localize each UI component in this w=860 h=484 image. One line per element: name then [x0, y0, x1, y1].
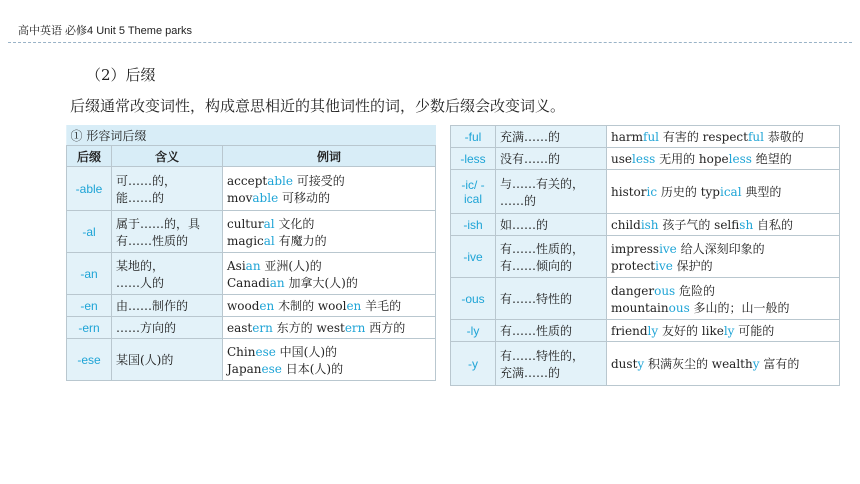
example-text: child	[611, 218, 641, 232]
suffix-highlight: ern	[252, 321, 273, 335]
examples-cell	[223, 211, 436, 253]
table-row	[451, 170, 840, 214]
meaning-cell	[112, 211, 223, 253]
suffix-highlight: ese	[261, 361, 282, 376]
meaning-cell	[496, 278, 607, 320]
table-row	[67, 211, 436, 253]
examples-cell	[607, 126, 840, 148]
adjective-suffix-table-right	[450, 125, 840, 386]
examples-cell	[223, 253, 436, 295]
suffix-highlight: ous	[668, 300, 690, 315]
suffix-cell: -al	[67, 211, 112, 253]
suffix-highlight: ous	[654, 283, 676, 298]
example-text: 有魔力的	[274, 233, 327, 248]
table-row	[451, 320, 840, 342]
suffix-cell: -ese	[67, 339, 112, 381]
meaning-line: 没有……的	[500, 152, 561, 166]
example-line	[611, 183, 835, 200]
example-text: histor	[611, 185, 647, 199]
header-examples: 例词	[223, 146, 436, 167]
meaning-line: 有……特性的，	[500, 348, 585, 363]
suffix-cell: -able	[67, 167, 112, 211]
example-text: 保护的	[672, 258, 713, 273]
suffix-cell: -less	[451, 148, 496, 170]
meaning-line: ……的	[500, 193, 537, 208]
page-header: 高中英语 必修4 Unit 5 Theme parks	[18, 25, 193, 37]
example-text: 加拿大(人)的	[284, 275, 358, 290]
suffix-highlight: ish	[739, 218, 754, 232]
example-line	[227, 360, 431, 377]
example-text: 可能的	[734, 324, 775, 338]
suffix-cell: -an	[67, 253, 112, 295]
example-text: 西方的	[365, 321, 406, 335]
example-line	[227, 215, 431, 232]
example-text: 有害的 respect	[659, 130, 748, 144]
example-text: Chin	[227, 344, 256, 359]
suffix-cell: -ly	[451, 320, 496, 342]
suffix-highlight: ly	[647, 324, 659, 338]
example-text: 亚洲(人)的	[260, 258, 322, 273]
meaning-line: 能……的	[116, 190, 165, 205]
meaning-cell	[496, 170, 607, 214]
examples-cell	[607, 170, 840, 214]
example-text: 木制的 wool	[274, 299, 347, 313]
example-text: danger	[611, 283, 655, 298]
example-text: east	[227, 321, 253, 335]
example-text: 恭敬的	[763, 130, 804, 144]
meaning-cell	[112, 317, 223, 339]
examples-cell	[223, 295, 436, 317]
examples-cell	[607, 320, 840, 342]
table-row	[451, 214, 840, 236]
example-text: Canadi	[227, 275, 270, 290]
examples-cell	[607, 236, 840, 278]
meaning-line: 有……性质的，	[500, 241, 585, 256]
meaning-line: 由……制作的	[116, 299, 189, 313]
table-row	[451, 148, 840, 170]
suffix-highlight: en	[259, 299, 275, 313]
example-text: 典型的	[741, 185, 782, 199]
suffix-cell: -ern	[67, 317, 112, 339]
example-text: protect	[611, 258, 656, 273]
suffix-highlight: less	[728, 152, 752, 166]
examples-cell	[607, 148, 840, 170]
example-text: impress	[611, 241, 660, 256]
meaning-cell	[496, 320, 607, 342]
suffix-cell: -ic/ -ical	[451, 170, 496, 214]
suffix-highlight: ish	[640, 218, 659, 232]
suffix-cell: -ive	[451, 236, 496, 278]
example-text: Japan	[227, 361, 262, 376]
example-text: 无用的 hope	[655, 152, 729, 166]
suffix-highlight: al	[263, 233, 275, 248]
example-line	[227, 319, 431, 336]
table-row	[67, 167, 436, 211]
suffix-highlight: ive	[655, 258, 673, 273]
meaning-line: 充满……的	[500, 130, 561, 144]
suffix-highlight: ic	[646, 185, 658, 199]
suffix-cell: -ful	[451, 126, 496, 148]
examples-cell	[607, 342, 840, 386]
meaning-cell	[112, 167, 223, 211]
examples-cell	[223, 167, 436, 211]
meaning-line: 如……的	[500, 218, 549, 232]
example-text: 中国(人)的	[275, 344, 338, 359]
meaning-cell	[496, 126, 607, 148]
suffix-highlight: ful	[643, 130, 660, 144]
suffix-highlight: en	[346, 299, 362, 313]
example-line	[227, 274, 431, 291]
suffix-cell: -en	[67, 295, 112, 317]
example-text: cultur	[227, 216, 264, 231]
example-line	[227, 232, 431, 249]
table-row	[67, 317, 436, 339]
example-text: mov	[227, 190, 253, 205]
table-row	[451, 342, 840, 386]
example-line	[611, 128, 835, 145]
suffix-cell: -y	[451, 342, 496, 386]
example-line	[611, 240, 835, 257]
intro-text: 后缀通常改变词性，构成意思相近的其他词性的词，少数后缀会改变词义。	[70, 97, 566, 115]
example-text: 多山的；山一般的	[689, 300, 790, 315]
example-text: 日本(人)的	[281, 361, 344, 376]
example-text: friend	[611, 324, 648, 338]
header-suffix: 后缀	[67, 146, 112, 167]
example-text: magic	[227, 233, 264, 248]
examples-cell	[607, 214, 840, 236]
example-text: 绝望的	[751, 152, 792, 166]
example-line	[611, 299, 835, 316]
example-line	[611, 216, 835, 233]
example-line	[611, 355, 835, 372]
meaning-line: ……方向的	[116, 321, 177, 335]
suffix-cell: -ish	[451, 214, 496, 236]
meaning-line: ……人的	[116, 275, 165, 290]
example-text: 富有的	[759, 357, 800, 371]
meaning-line: 可……的，	[116, 173, 177, 188]
example-text: Asi	[227, 258, 246, 273]
suffix-highlight: able	[252, 190, 279, 205]
suffix-highlight: al	[263, 216, 275, 231]
example-line	[227, 172, 431, 189]
suffix-highlight: an	[245, 258, 261, 273]
meaning-line: 充满……的	[500, 365, 561, 380]
adjective-suffix-table-left	[66, 125, 436, 381]
example-line	[611, 150, 835, 167]
suffix-highlight: ese	[255, 344, 276, 359]
example-line	[227, 297, 431, 314]
example-line	[227, 343, 431, 360]
meaning-cell	[112, 253, 223, 295]
suffix-cell: -ous	[451, 278, 496, 320]
suffix-highlight: ical	[720, 185, 742, 199]
meaning-cell	[496, 148, 607, 170]
examples-cell	[223, 317, 436, 339]
meaning-line: 某国(人)的	[116, 353, 174, 367]
example-line	[227, 189, 431, 206]
example-text: 可接受的	[292, 173, 345, 188]
example-line	[227, 257, 431, 274]
table-caption: ① 形容词后缀	[67, 125, 436, 146]
meaning-line: 与……有关的，	[500, 176, 585, 191]
table-row	[451, 278, 840, 320]
meaning-line: 有……倾向的	[500, 258, 573, 273]
suffix-highlight: ive	[659, 241, 677, 256]
example-text: mountain	[611, 300, 669, 315]
example-text: 历史的 typ	[657, 185, 720, 199]
example-text: 可移动的	[278, 190, 330, 205]
suffix-highlight: ly	[723, 324, 735, 338]
suffix-highlight: ern	[344, 321, 366, 335]
table-row	[451, 126, 840, 148]
meaning-cell	[112, 295, 223, 317]
example-text: wood	[227, 299, 260, 313]
header-meaning: 含义	[112, 146, 223, 167]
table-row	[67, 339, 436, 381]
table-row	[67, 295, 436, 317]
example-line	[611, 322, 835, 339]
suffix-highlight: less	[632, 152, 656, 166]
example-text: dust	[611, 357, 638, 371]
meaning-line: 属于……的，具	[116, 216, 201, 231]
example-text: harm	[611, 130, 643, 144]
examples-cell	[223, 339, 436, 381]
meaning-cell	[496, 236, 607, 278]
meaning-line: 某地的，	[116, 258, 165, 273]
table-row	[451, 236, 840, 278]
example-text: 友好的 like	[658, 324, 724, 338]
section-title: （2）后缀	[86, 66, 156, 84]
suffix-highlight: able	[267, 173, 293, 188]
example-line	[611, 282, 835, 299]
suffix-highlight: y	[637, 357, 645, 371]
suffix-highlight: an	[269, 275, 285, 290]
table-row	[67, 253, 436, 295]
example-text: 羊毛的	[361, 299, 402, 313]
meaning-line: 有……性质的	[500, 324, 573, 338]
meaning-cell	[496, 342, 607, 386]
meaning-cell	[496, 214, 607, 236]
example-line	[611, 257, 835, 274]
example-text: 自私的	[753, 218, 793, 232]
suffix-highlight: y	[752, 357, 760, 371]
header-divider	[8, 42, 852, 43]
example-text: use	[611, 152, 632, 166]
meaning-line: 有……性质的	[116, 233, 189, 248]
example-text: accept	[227, 173, 268, 188]
meaning-line: 有……特性的	[500, 292, 573, 306]
example-text: 文化的	[274, 216, 315, 231]
example-text: 东方的 west	[272, 321, 345, 335]
meaning-cell	[112, 339, 223, 381]
example-text: 积满灰尘的 wealth	[644, 357, 753, 371]
examples-cell	[607, 278, 840, 320]
example-text: 危险的	[675, 283, 716, 298]
suffix-highlight: ful	[747, 130, 764, 144]
example-text: 给人深刻印象的	[676, 241, 765, 256]
example-text: 孩子气的 self	[658, 218, 740, 232]
